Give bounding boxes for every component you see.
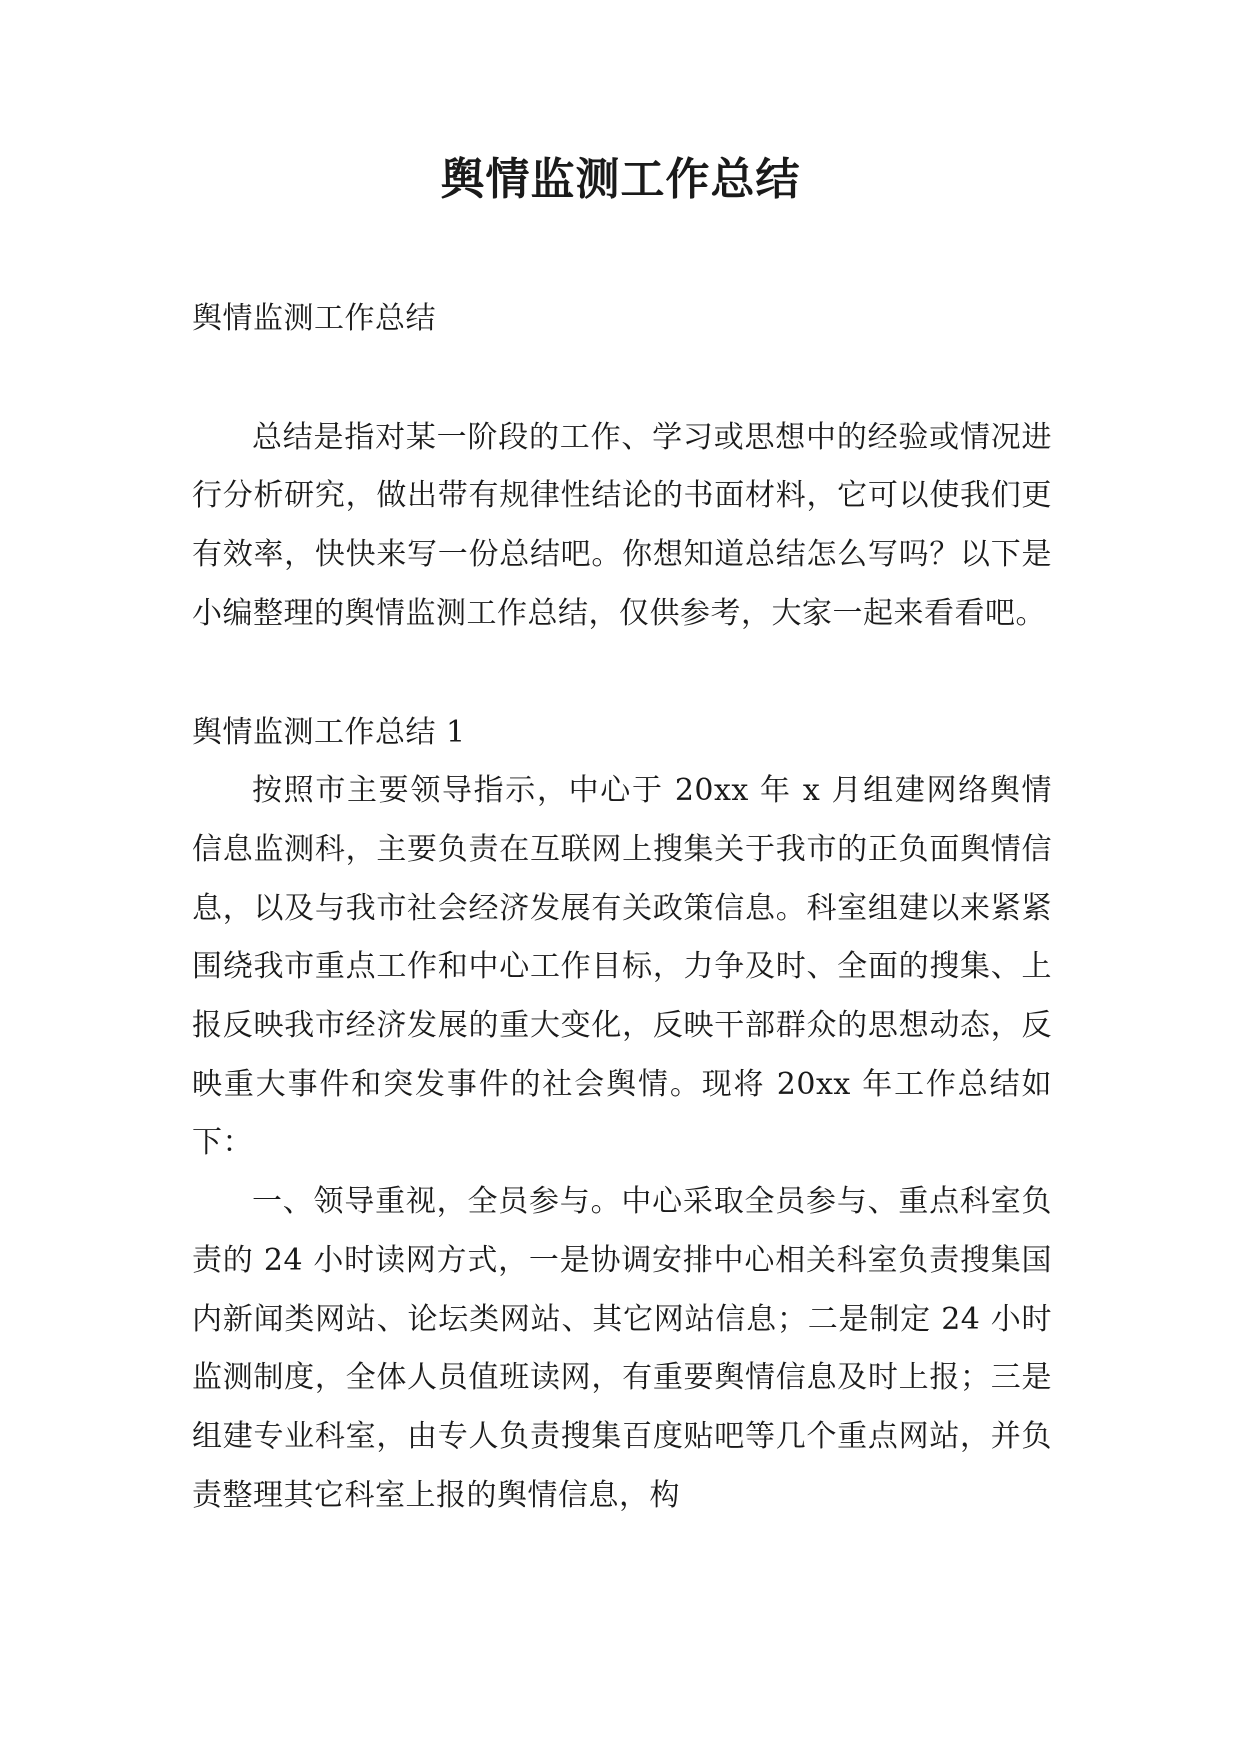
- spacer: [192, 644, 1052, 704]
- intro-paragraph: 总结是指对某一阶段的工作、学习或思想中的经验或情况进行分析研究，做出带有规律性结论的书面材料，它可以使我们更有效率，快快来写一份总结吧。你想知道总结怎么写吗？以下是小编整理的舆情监测工作总结，仅供参考，大家一起来看看吧。: [192, 419, 1052, 631]
- document-heading: 舆情监测工作总结: [192, 301, 436, 336]
- spacer: [192, 349, 1052, 409]
- document-title: 舆情监测工作总结: [440, 154, 801, 205]
- section-1-title: 舆情监测工作总结 1: [192, 714, 466, 750]
- section-1-paragraph-2: 一、领导重视，全员参与。中心采取全员参与、重点科室负责的 24 小时读网方式，一是协调安排中心相关科室负责搜集国内新闻类网站、论坛类网站、其它网站信息；二是制定 24 小时监测制度，全体人员值班读网，有重要舆情信息及时上报；三是组建专业科室，由专人负责搜集百度贴吧等几个重点网站，并负责整理其它科室上报的舆情信息，构: [192, 1184, 1052, 1513]
- document-body: [192, 290, 1052, 1525]
- section-1-paragraph-1: 按照市主要领导指示，中心于 20xx 年 x 月组建网络舆情信息监测科，主要负责在互联网上搜集关于我市的正负面舆情信息，以及与我市社会经济发展有关政策信息。科室组建以来紧紧围绕我市重点工作和中心工作目标，力争及时、全面的搜集、上报反映我市经济发展的重大变化，反映干部群众的思想动态，反映重大事件和突发事件的社会舆情。现将 20xx 年工作总结如下：: [192, 773, 1052, 1161]
